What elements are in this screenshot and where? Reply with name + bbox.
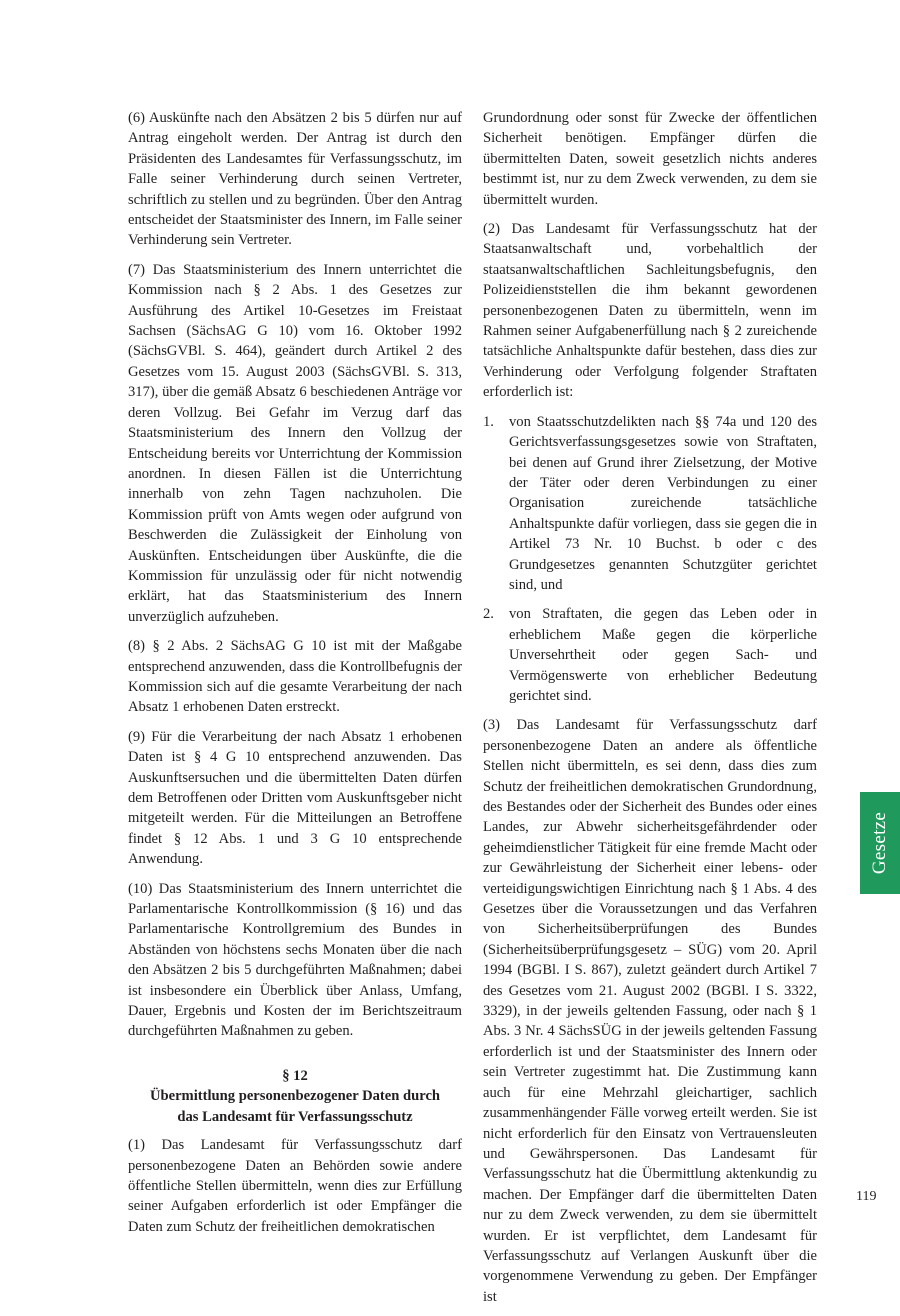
- left-column: [128, 108, 462, 1246]
- list-text: von Straftaten, die gegen das Leben oder in erheblichem Maße gegen die körperliche Unversehrtheit oder gegen Sach- und Vermögenswerte von erheblicher Bedeutung gerichtet sind.: [509, 606, 817, 704]
- section-number: § 12: [282, 1067, 308, 1084]
- list-item: [483, 412, 817, 596]
- section-title-line2: das Landesamt für Verfassungsschutz: [177, 1108, 413, 1125]
- paragraph-3: (3) Das Landesamt für Verfassungsschutz darf personenbezogene Daten an andere als öffentliche Stellen nicht übermitteln, es sei denn, dass dies zum Schutz der freiheitlichen demokratischen Grundordnung, des Bestandes oder der Sicherheit des Bundes oder eines Landes, zur Abwehr sicherheitsgefährdender oder geheimdienstlicher Tätigkeit für eine fremde Macht oder zur Gewährleistung der Sicherheit einer lebens- oder verteidigungswichtigen Einrichtung nach § 1 Abs. 4 des Gesetzes über die Voraussetzungen und das Verfahren von Sicherheitsüberprüfungen des Bundes (Sicherheitsüberprüfungsgesetz – SÜG) vom 20. April 1994 (BGBl. I S. 867), zuletzt geändert durch Artikel 7 des Gesetzes vom 21. August 2002 (BGBl. I S. 3322, 3329), in der jeweils geltenden Fassung, oder nach § 1 Abs. 3 Nr. 4 SächsSÜG in der jeweils geltenden Fassung erforderlich ist und der Staatsminister des Innern oder sein Vertreter zugestimmt hat. Die Zustimmung kann auch für eine Mehrzahl gleichartiger, sachlich zusammenhängender Fälle vorweg erteilt werden. Sie ist nicht erforderlich für den Einsatz von Vertrauensleuten und Gewährspersonen. Das Landesamt für Verfassungsschutz hat die Übermittlung aktenkundig zu machen. Der Empfänger darf die übermittelten Daten nur zu dem Zweck verwenden, zu dem sie übermittelt wurden. Er ist verpflichtet, dem Landesamt für Verfassungsschutz auf Verlangen Auskunft über die vorgenommene Verwendung zu geben. Der Empfänger ist: [483, 717, 817, 1305]
- offense-list: [483, 412, 817, 707]
- paragraph-1-continuation: Grundordnung oder sonst für Zwecke der öffentlichen Sicherheit benötigen. Empfänger dürfen die übermittelten Daten, soweit gesetzlich nichts anderes bestimmt ist, nur zu dem Zweck verwenden, zu dem sie übermittelt wurden.: [483, 110, 817, 208]
- section-paragraph-1: (1) Das Landesamt für Verfassungsschutz darf personenbezogene Daten an Behörden sowie andere öffentliche Stellen übermitteln, wenn dies zur Erfüllung seiner Aufgaben erforderlich ist oder Empfänger die Daten zum Schutz der freiheitlichen demokratischen: [128, 1137, 462, 1235]
- section-tab-gesetze: [860, 792, 900, 894]
- paragraph-8: (8) § 2 Abs. 2 SächsAG G 10 ist mit der Maßgabe entsprechend anzuwenden, dass die Kontrollbefugnis der Kommission sich auf die gesamte Verarbeitung der nach Absatz 1 erhobenen Daten erstreckt.: [128, 638, 462, 716]
- paragraph-7: (7) Das Staatsministerium des Innern unterrichtet die Kommission nach § 2 Abs. 1 des Gesetzes zur Ausführung des Artikel 10-Gesetzes im Freistaat Sachsen (SächsAG G 10) vom 16. Oktober 1992 (SächsGVBl. S. 464), geändert durch Artikel 2 des Gesetzes vom 15. August 2003 (SächsGVBl. S. 313, 317), über die gemäß Absatz 6 beschiedenen Anträge vor deren Vollzug. Bei Gefahr im Verzug darf das Staatsministerium des Innern den Vollzug der Entscheidung bereits vor Unterrichtung der Kommission anordnen. In diesen Fällen ist die Unterrichtung innerhalb von zehn Tagen nachzuholen. Die Kommission prüft von Amts wegen oder aufgrund von Beschwerden die Zulässigkeit der Einholung von Auskünften. Entscheidungen über Auskünfte, die die Kommission für unzulässig oder für nicht notwendig erklärt, hat das Staatsministerium des Innern unverzüglich aufzuheben.: [128, 261, 462, 625]
- section-heading: [128, 1066, 462, 1127]
- list-text: von Staatsschutzdelikten nach §§ 74a und 120 des Gerichtsverfassungsgesetzes sowie von Straftaten, bei denen auf Grund ihrer Zielsetzung, der Motive der Täter oder deren Verbindungen zu einer Organisation zureichende tatsächliche Anhaltspunkte dafür vorliegen, dass sie gegen die in Artikel 73 Nr. 10 Buchst. b oder c des Grundgesetzes genannten Schutzgüter gerichtet sind, und: [509, 413, 817, 593]
- paragraph-6: (6) Auskünfte nach den Absätzen 2 bis 5 dürfen nur auf Antrag eingeholt werden. Der Antrag ist durch den Präsidenten des Landesamtes für Verfassungsschutz, im Falle seiner Verhinderung durch seinen Vertreter, schriftlich zu stellen und zu begründen. Über den Antrag entscheidet der Staatsminister des Innern, im Falle seiner Verhinderung sein Vertreter.: [128, 110, 462, 249]
- right-column: [483, 108, 817, 1316]
- section-tab-label: Gesetze: [869, 811, 891, 875]
- list-number: 1.: [483, 413, 494, 430]
- section-title-line1: Übermittlung personenbezogener Daten durch: [149, 1088, 441, 1105]
- paragraph-2: (2) Das Landesamt für Verfassungsschutz hat der Staatsanwaltschaft und, vorbehaltlich der staatsanwaltschaftlichen Sachleitungsbefugnis, den Polizeidienststellen die ihm bekannt gewordenen personenbezogenen Daten zu übermitteln, wenn im Rahmen seiner Aufgabenerfüllung nach § 2 zureichende tatsächliche Anhaltspunkte dafür bestehen, dass dies zur Verhinderung oder Verfolgung folgender Straftaten erforderlich ist:: [483, 221, 817, 401]
- list-number: 2.: [483, 606, 494, 623]
- paragraph-9: (9) Für die Verarbeitung der nach Absatz 1 erhobenen Daten ist § 4 G 10 entsprechend anzuwenden. Das Auskunftsersuchen und die übermittelten Daten dürfen dem Betroffenen oder Dritten vom Auskunftsgeber nicht mitgeteilt werden. Für die Mitteilungen an Betroffene findet § 12 Abs. 1 und 3 G 10 entsprechende Anwendung.: [128, 728, 462, 868]
- paragraph-10: (10) Das Staatsministerium des Innern unterrichtet die Parlamentarische Kontrollkommission (§ 16) und das Parlamentarische Kontrollgremium des Bundes in Abständen von höchstens sechs Monaten über die nach den Absätzen 2 bis 5 durchgeführten Maßnahmen; dabei ist insbesondere ein Überblick über Anlass, Umfang, Dauer, Ergebnis und Kosten der im Berichtszeitraum durchgeführten Maßnahmen zu geben.: [128, 880, 462, 1040]
- list-item: [483, 604, 817, 706]
- page-number: 119: [856, 1189, 877, 1204]
